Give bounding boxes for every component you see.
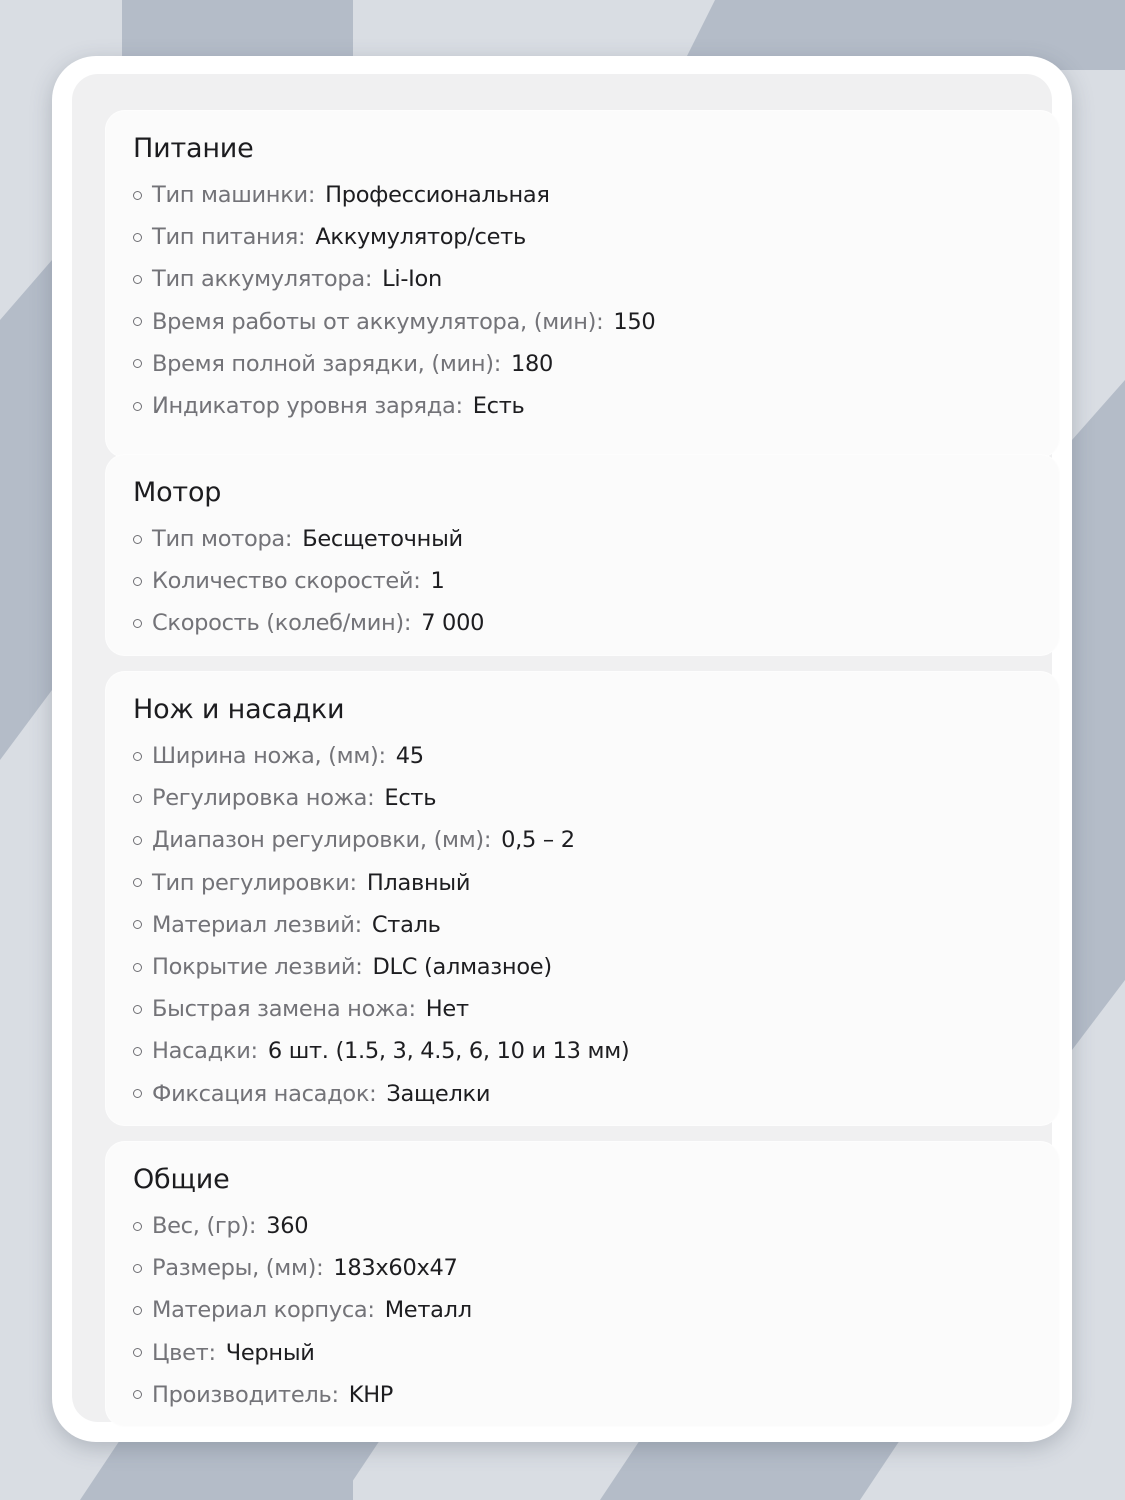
spec-label: Время работы от аккумулятора, (мин) [152, 308, 597, 335]
circle-bullet-icon [133, 402, 142, 411]
spec-value: 150 [613, 308, 656, 335]
circle-bullet-icon [133, 1390, 142, 1399]
spec-row: Тип питания : Аккумулятор/сеть [133, 216, 1060, 258]
spec-label: Регулировка ножа [152, 785, 368, 812]
spec-row: Размеры, (мм) : 183x60x47 [133, 1247, 1060, 1289]
spec-value: Бесщеточный [302, 526, 463, 553]
spec-value: 183x60x47 [333, 1255, 458, 1282]
spec-row: Количество скоростей : 1 [133, 560, 1060, 602]
spec-label: Скорость (колеб/мин) [152, 610, 404, 637]
spec-label: Цвет [152, 1339, 209, 1366]
spec-value: 6 шт. (1.5, 3, 4.5, 6, 10 и 13 мм) [267, 1038, 630, 1065]
spec-row: Фиксация насадок : Защелки [133, 1073, 1060, 1115]
spec-label: Тип мотора [152, 526, 285, 553]
spec-label: Тип питания [152, 224, 299, 251]
spec-value: 7 000 [421, 610, 485, 637]
circle-bullet-icon [133, 836, 142, 845]
section-title: Питание [133, 133, 254, 164]
spec-panel [52, 56, 1072, 1442]
spec-row: Время полной зарядки, (мин) : 180 [133, 343, 1060, 385]
spec-label: Фиксация насадок [152, 1080, 370, 1107]
circle-bullet-icon [133, 535, 142, 544]
spec-row: Цвет : Черный [133, 1332, 1060, 1374]
spec-value: Плавный [366, 869, 471, 896]
circle-bullet-icon [133, 577, 142, 586]
spec-value: Li-Ion [382, 266, 442, 293]
spec-row: Производитель : KHP [133, 1374, 1060, 1416]
section-general [105, 1141, 1060, 1427]
spec-row: Тип мотора : Бесщеточный [133, 518, 1060, 560]
spec-label: Покрытие лезвий [152, 954, 356, 981]
circle-bullet-icon [133, 1222, 142, 1231]
spec-row: Время работы от аккумулятора, (мин) : 150 [133, 301, 1060, 343]
spec-value: 1 [430, 568, 445, 595]
spec-value: Есть [472, 393, 525, 420]
spec-list [133, 174, 1060, 427]
spec-value: Сталь [371, 911, 441, 938]
circle-bullet-icon [133, 963, 142, 972]
spec-row: Регулировка ножа : Есть [133, 777, 1060, 819]
spec-list [133, 1205, 1060, 1416]
circle-bullet-icon [133, 1348, 142, 1357]
section-power [105, 110, 1060, 458]
circle-bullet-icon [133, 1306, 142, 1315]
spec-row: Покрытие лезвий : DLC (алмазное) [133, 946, 1060, 988]
spec-list [133, 735, 1060, 1115]
spec-value: Черный [225, 1339, 315, 1366]
circle-bullet-icon [133, 233, 142, 242]
circle-bullet-icon [133, 275, 142, 284]
spec-value: 0,5 – 2 [501, 827, 575, 854]
spec-row: Скорость (колеб/мин) : 7 000 [133, 602, 1060, 644]
spec-row: Тип регулировки : Плавный [133, 862, 1060, 904]
spec-value: Аккумулятор/сеть [315, 224, 526, 251]
spec-row: Диапазон регулировки, (мм) : 0,5 – 2 [133, 819, 1060, 861]
spec-label: Индикатор уровня заряда [152, 393, 456, 420]
spec-label: Материал лезвий [152, 911, 355, 938]
spec-value: Металл [384, 1297, 472, 1324]
spec-label: Ширина ножа, (мм) [152, 743, 379, 770]
spec-value: 45 [395, 743, 424, 770]
section-motor [105, 454, 1060, 656]
spec-label: Насадки [152, 1038, 251, 1065]
circle-bullet-icon [133, 317, 142, 326]
circle-bullet-icon [133, 920, 142, 929]
spec-list [133, 518, 1060, 645]
spec-value: 180 [511, 350, 554, 377]
spec-row: Индикатор уровня заряда : Есть [133, 385, 1060, 427]
circle-bullet-icon [133, 752, 142, 761]
spec-row: Быстрая замена ножа : Нет [133, 988, 1060, 1030]
spec-value: Нет [425, 996, 469, 1023]
spec-value: KHP [348, 1381, 394, 1408]
spec-label: Диапазон регулировки, (мм) [152, 827, 484, 854]
circle-bullet-icon [133, 619, 142, 628]
spec-panel-inner [72, 74, 1052, 1422]
circle-bullet-icon [133, 878, 142, 887]
spec-label: Вес, (гр) [152, 1213, 249, 1240]
circle-bullet-icon [133, 191, 142, 200]
circle-bullet-icon [133, 1264, 142, 1273]
spec-label: Производитель [152, 1381, 332, 1408]
spec-row: Тип аккумулятора : Li-Ion [133, 258, 1060, 300]
spec-row: Вес, (гр) : 360 [133, 1205, 1060, 1247]
spec-label: Тип регулировки [152, 869, 350, 896]
section-title: Мотор [133, 477, 222, 508]
spec-label: Материал корпуса [152, 1297, 368, 1324]
spec-value: 360 [266, 1213, 309, 1240]
spec-row: Тип машинки : Профессиональная [133, 174, 1060, 216]
spec-label: Тип аккумулятора [152, 266, 365, 293]
spec-label: Размеры, (мм) [152, 1255, 317, 1282]
circle-bullet-icon [133, 794, 142, 803]
spec-row: Материал лезвий : Сталь [133, 904, 1060, 946]
spec-label: Количество скоростей [152, 568, 414, 595]
spec-label: Тип машинки [152, 182, 308, 209]
spec-label: Время полной зарядки, (мин) [152, 350, 494, 377]
spec-label: Быстрая замена ножа [152, 996, 409, 1023]
spec-row: Насадки : 6 шт. (1.5, 3, 4.5, 6, 10 и 13 мм) [133, 1030, 1060, 1072]
section-blade-attachments [105, 671, 1060, 1126]
circle-bullet-icon [133, 359, 142, 368]
spec-value: Защелки [386, 1080, 491, 1107]
spec-value: Профессиональная [325, 182, 550, 209]
circle-bullet-icon [133, 1005, 142, 1014]
circle-bullet-icon [133, 1047, 142, 1056]
spec-value: Есть [384, 785, 437, 812]
spec-row: Ширина ножа, (мм) : 45 [133, 735, 1060, 777]
spec-row: Материал корпуса : Металл [133, 1289, 1060, 1331]
spec-value: DLC (алмазное) [372, 954, 552, 981]
circle-bullet-icon [133, 1089, 142, 1098]
section-title: Общие [133, 1164, 230, 1195]
section-title: Нож и насадки [133, 694, 345, 725]
